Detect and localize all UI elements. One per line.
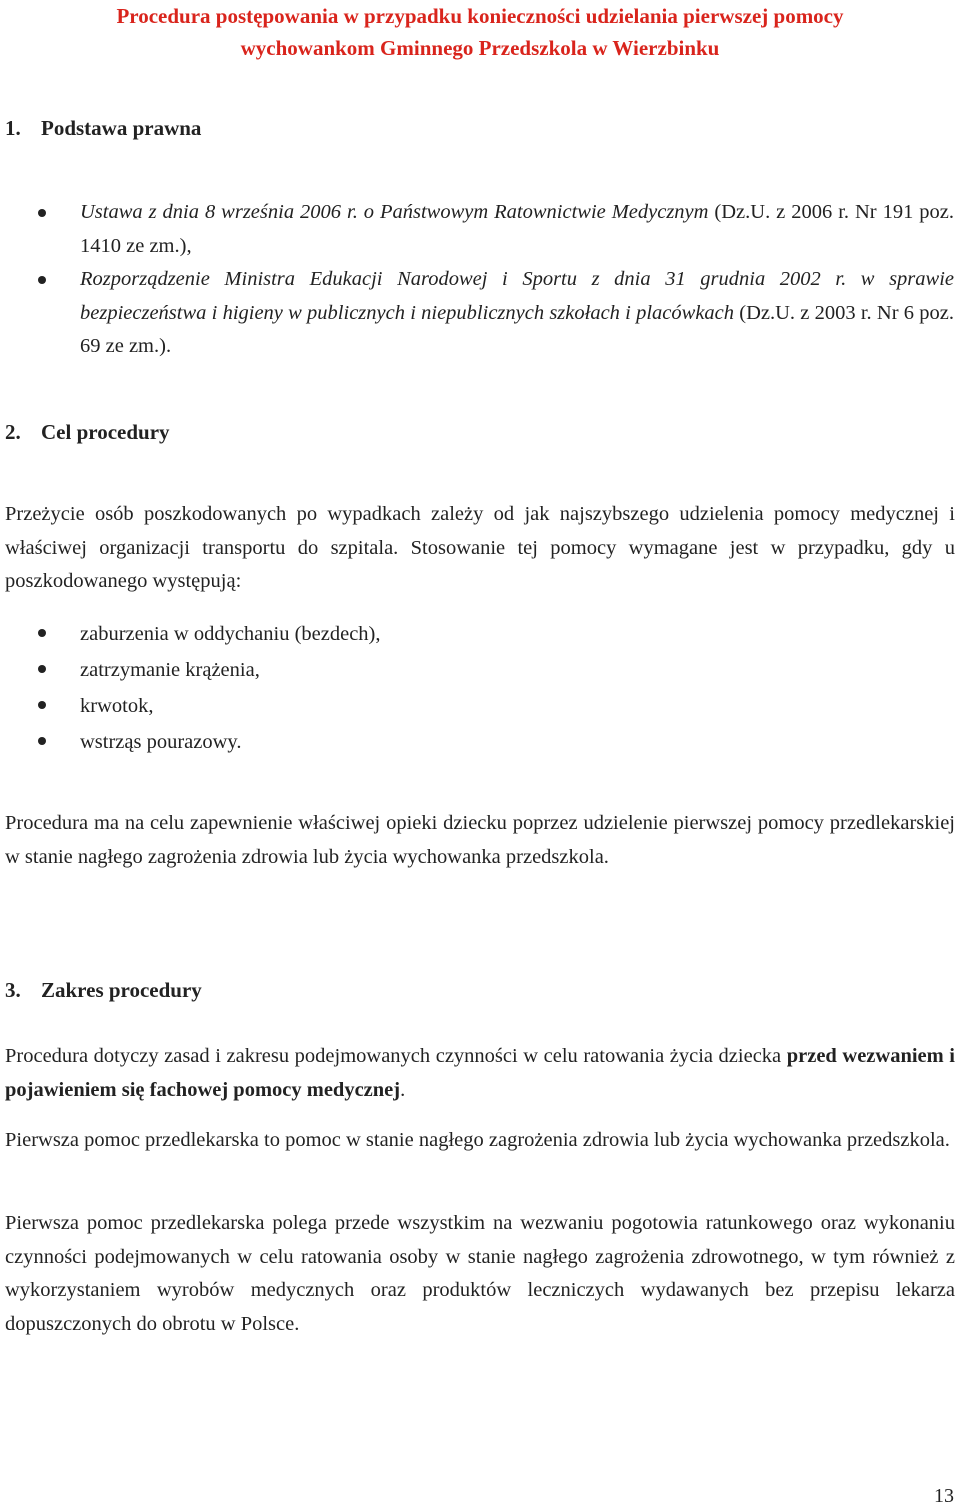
legal-basis-list: [0, 196, 960, 364]
section-heading-cel: [5, 416, 170, 448]
section-title: Zakres procedury: [41, 978, 202, 1002]
scope-text: Procedura dotyczy zasad i zakresu podejmowanych czynności w celu ratowania życia dziecka: [5, 1045, 787, 1067]
section-number: 1.: [5, 116, 21, 140]
bullet-icon: [38, 276, 46, 284]
paragraph-intro: Przeżycie osób poszkodowanych po wypadkach zależy od jak najszybszego udzielenia pomocy medycznej i właściwej organizacji transportu do szpitala. Stosowanie tej pomocy wymagane jest w przypadku, gdy u poszkodowanego występują:: [5, 503, 955, 592]
list-item: [0, 196, 960, 263]
bullet-icon: [38, 737, 46, 745]
scope-end: .: [400, 1078, 406, 1101]
list-item-text: krwotok,: [80, 695, 154, 717]
section-number: 2.: [5, 420, 21, 444]
list-item: [0, 652, 960, 688]
bullet-icon: [38, 665, 46, 673]
act-title: Ustawa z dnia 8 września 2006 r. o Państwowym Ratownictwie Medycznym: [80, 201, 709, 223]
symptoms-list: [0, 616, 960, 760]
list-item-text: wstrząs pourazowy.: [80, 731, 242, 753]
section-title: Podstawa prawna: [41, 116, 202, 140]
list-item: [0, 724, 960, 760]
page-number: 13: [934, 1485, 954, 1507]
scope-emphasis: przed wezwaniem i pojawieniem się fachowej pomocy medycznej: [5, 1045, 955, 1101]
list-item: [0, 616, 960, 652]
bullet-icon: [38, 701, 46, 709]
act-title: Rozporządzenie Ministra Edukacji Narodowej i Sportu z dnia 31 grudnia 2002 r. w sprawie bezpieczeństwa i higieny w publicznych i niepublicznych szkołach i placówkach: [80, 268, 954, 324]
list-item-text: zatrzymanie krążenia,: [80, 659, 260, 681]
list-item: [0, 263, 960, 364]
document-title: [0, 0, 960, 64]
title-line-1: Procedura postępowania w przypadku konieczności udzielania pierwszej pomocy: [116, 4, 844, 28]
list-item-text: zaburzenia w oddychaniu (bezdech),: [80, 623, 381, 645]
section-title: Cel procedury: [41, 420, 170, 444]
act-reference: (Dz.U. z 2003 r. Nr 6 poz. 69 ze zm.).: [80, 301, 955, 357]
title-line-2: wychowankom Gminnego Przedszkola w Wierzbinku: [240, 36, 720, 60]
section-heading-zakres: [5, 974, 202, 1006]
paragraph-outro: Procedura ma na celu zapewnienie właściwej opieki dziecku poprzez udzielenie pierwszej pomocy przedlekarskiej w stanie nagłego zagrożenia zdrowia lub życia wychowanka przedszkola.: [5, 812, 955, 868]
list-item: [0, 688, 960, 724]
paragraph-scope: [5, 1040, 955, 1107]
bullet-icon: [38, 209, 46, 217]
act-reference: (Dz.U. z 2006 r. Nr 191 poz. 1410 ze zm.),: [80, 201, 955, 257]
paragraph-first-aid: Pierwsza pomoc przedlekarska polega przede wszystkim na wezwaniu pogotowia ratunkowego oraz wykonaniu czynności podejmowanych w celu ratowania osoby w stanie nagłego zagrożenia zdrowotnego, w tym również z wykorzystaniem wyrobów medycznych oraz produktów leczniczych wydawanych bez przepisu lekarza dopuszczonych do obrotu w Polsce.: [5, 1212, 955, 1335]
section-number: 3.: [5, 978, 21, 1002]
paragraph-definition: Pierwsza pomoc przedlekarska to pomoc w stanie nagłego zagrożenia zdrowia lub życia wychowanka przedszkola.: [5, 1129, 950, 1151]
section-heading-podstawa: [5, 112, 201, 144]
bullet-icon: [38, 629, 46, 637]
